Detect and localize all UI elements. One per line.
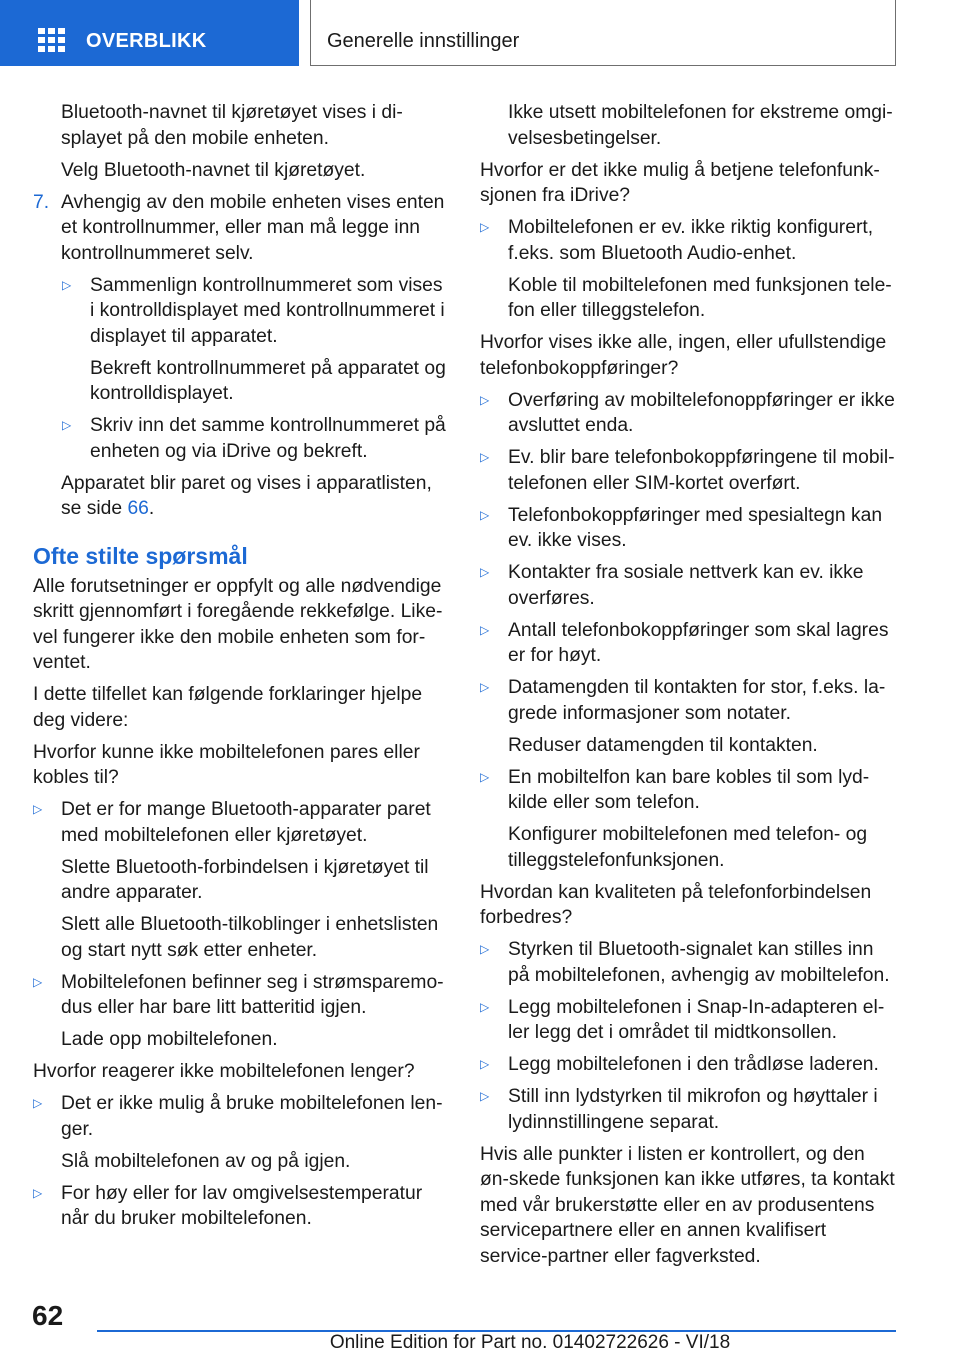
triangle-bullet-icon: ▷ xyxy=(480,769,490,784)
grid-icon xyxy=(38,28,66,52)
paragraph: Bekreft kontrollnummeret på apparatet og kontrolldisplayet. xyxy=(90,357,446,404)
list-item-text: Overføring av mobiltelefonoppføringer er ikke avsluttet enda. xyxy=(508,389,895,436)
list-item-text: For høy eller for lav omgivelsestemperatur når du bruker mobiltelefonen. xyxy=(61,1182,423,1229)
paragraph: Bluetooth-navnet til kjøretøyet vises i di-splayet på den mobile enheten. xyxy=(61,102,403,149)
triangle-bullet-icon: ▷ xyxy=(62,418,72,432)
list-item-text: Det er for mange Bluetooth-apparater paret med mobiltelefonen eller kjøretøyet. xyxy=(61,799,431,846)
page-link[interactable]: 66 xyxy=(127,498,149,519)
list-item xyxy=(33,273,451,350)
list-item-text: Mobiltelefonen befinner seg i strømsparemo-dus eller har bare litt batteritid igjen. xyxy=(61,971,444,1018)
list-item-text: Ev. blir bare telefonbokoppføringene til mobil-telefonen eller SIM-kortet overført. xyxy=(508,447,895,494)
list-item-text: Datamengden til kontakten for stor, f.eks. la-grede informasjoner som notater. xyxy=(508,677,886,724)
triangle-bullet-icon: ▷ xyxy=(480,680,490,694)
question: Hvorfor kunne ikke mobiltelefonen pares eller kobles til? xyxy=(33,741,420,788)
triangle-bullet-icon: ▷ xyxy=(33,1185,43,1200)
list-item xyxy=(480,445,898,496)
paragraph: Slett alle Bluetooth-tilkoblinger i enhetslisten og start nytt søk etter enheter. xyxy=(61,914,439,961)
list-item xyxy=(33,970,451,1021)
list-item xyxy=(33,413,451,464)
list-item-text: Legg mobiltelefonen i den trådløse laderen. xyxy=(508,1054,879,1075)
overview-label: OVERBLIKK xyxy=(86,30,207,52)
question: Hvorfor vises ikke alle, ingen, eller ufullstendige telefonbokoppføringer? xyxy=(480,332,887,379)
triangle-bullet-icon: ▷ xyxy=(480,999,490,1014)
list-item xyxy=(480,765,898,816)
section-tab[interactable] xyxy=(310,0,896,66)
edition-note: Online Edition for Part no. 01402722626 - VI/18 xyxy=(329,1332,731,1353)
triangle-bullet-icon: ▷ xyxy=(33,974,43,989)
paragraph: Hvis alle punkter i listen er kontrollert, og den øn-skede funksjonen kan ikke utføres, ta kontakt med vår brukerstøtte eller en av produsentens servicepartnere eller en annen kvalifisert service-partner eller fagverksted. xyxy=(480,1143,895,1267)
question: Hvorfor er det ikke mulig å betjene telefonfunk-sjonen fra iDrive? xyxy=(480,159,880,206)
section-heading: Ofte stilte spørsmål xyxy=(33,542,248,569)
list-item xyxy=(480,560,898,611)
triangle-bullet-icon: ▷ xyxy=(480,565,490,579)
list-item xyxy=(480,1084,898,1135)
list-item-text: Skriv inn det samme kontrollnummeret på enheten og via iDrive og bekreft. xyxy=(90,415,446,462)
triangle-bullet-icon: ▷ xyxy=(480,1089,490,1103)
question: Hvorfor reagerer ikke mobiltelefonen lenger? xyxy=(33,1061,415,1082)
list-item xyxy=(480,937,898,988)
list-item-text: Still inn lydstyrken til mikrofon og høyttaler i lydinnstillingene separat. xyxy=(508,1086,878,1133)
list-item xyxy=(480,675,898,726)
triangle-bullet-icon: ▷ xyxy=(480,1057,490,1071)
list-item-text: Styrken til Bluetooth-signalet kan stilles inn på mobiltelefonen, avhengig av mobiltelefon. xyxy=(508,939,890,986)
paragraph: Velg Bluetooth-navnet til kjøretøyet. xyxy=(61,159,366,181)
triangle-bullet-icon: ▷ xyxy=(480,392,490,407)
overview-tab[interactable] xyxy=(0,0,299,66)
list-item xyxy=(480,618,898,669)
list-item-text: Kontakter fra sosiale nettverk kan ev. ikke overføres. xyxy=(508,562,864,609)
list-item xyxy=(33,1091,451,1142)
paragraph: Slå mobiltelefonen av og på igjen. xyxy=(61,1150,351,1172)
list-item xyxy=(480,503,898,554)
triangle-bullet-icon: ▷ xyxy=(480,450,490,464)
right-column xyxy=(480,100,898,1276)
list-item xyxy=(480,1052,898,1078)
paragraph xyxy=(33,471,451,522)
triangle-bullet-icon: ▷ xyxy=(62,277,72,292)
question: Hvordan kan kvaliteten på telefonforbindelsen forbedres? xyxy=(480,881,872,928)
triangle-bullet-icon: ▷ xyxy=(480,507,490,522)
section-title: Generelle innstillinger xyxy=(327,30,520,52)
paragraph: Konfigurer mobiltelefonen med telefon- og tilleggstelefonfunksjonen. xyxy=(508,824,868,871)
list-item xyxy=(480,388,898,439)
paragraph-text: Apparatet blir paret og vises i apparatlisten, se side xyxy=(61,472,432,519)
paragraph: Ikke utsett mobiltelefonen for ekstreme omgi-velsesbetingelser. xyxy=(508,102,893,149)
step-number: 7. xyxy=(33,191,50,213)
paragraph: Lade opp mobiltelefonen. xyxy=(61,1029,278,1050)
paragraph: Koble til mobiltelefonen med funksjonen tele-fon eller tilleggstelefon. xyxy=(508,274,892,321)
left-column xyxy=(33,100,451,1238)
page-number: 62 xyxy=(32,1300,64,1331)
list-item xyxy=(33,1181,451,1232)
triangle-bullet-icon: ▷ xyxy=(33,1096,43,1110)
paragraph: Slette Bluetooth-forbindelsen i kjøretøyet til andre apparater. xyxy=(61,856,429,903)
numbered-step xyxy=(33,190,451,267)
triangle-bullet-icon: ▷ xyxy=(480,220,490,234)
paragraph: I dette tilfellet kan følgende forklaringer hjelpe deg videre: xyxy=(33,684,423,731)
list-item-text: Legg mobiltelefonen i Snap-In-adapteren el-ler legg det i området til midtkonsollen. xyxy=(508,996,885,1043)
list-item-text: Det er ikke mulig å bruke mobiltelefonen len-ger. xyxy=(61,1093,443,1140)
list-item-text: Mobiltelefonen er ev. ikke riktig konfigurert, f.eks. som Bluetooth Audio-enhet. xyxy=(508,217,874,264)
list-item xyxy=(33,797,451,848)
paragraph-text: . xyxy=(148,498,155,519)
list-item-text: Sammenlign kontrollnummeret som vises i kontrolldisplayet med kontrollnummeret i displayet til apparatet. xyxy=(90,274,445,347)
paragraph: Reduser datamengden til kontakten. xyxy=(508,734,818,756)
list-item xyxy=(480,995,898,1046)
list-item-text: Telefonbokoppføringer med spesialtegn kan ev. ikke vises. xyxy=(508,504,883,551)
paragraph: Alle forutsetninger er oppfylt og alle nødvendige skritt gjennomført i foregående rekkefølge. Like-vel fungerer ikke den mobile enheten som for-ventet. xyxy=(33,575,443,673)
list-item-text: Antall telefonbokoppføringer som skal lagres er for høyt. xyxy=(508,619,889,666)
triangle-bullet-icon: ▷ xyxy=(480,942,490,956)
list-item xyxy=(480,215,898,266)
list-item-text: En mobiltelfon kan bare kobles til som lyd-kilde eller som telefon. xyxy=(508,766,870,813)
triangle-bullet-icon: ▷ xyxy=(33,802,43,816)
step-text: Avhengig av den mobile enheten vises enten et kontrollnummer, eller man må legge inn kontrollnummeret selv. xyxy=(61,191,445,264)
page-header xyxy=(0,0,960,66)
triangle-bullet-icon: ▷ xyxy=(480,622,490,637)
